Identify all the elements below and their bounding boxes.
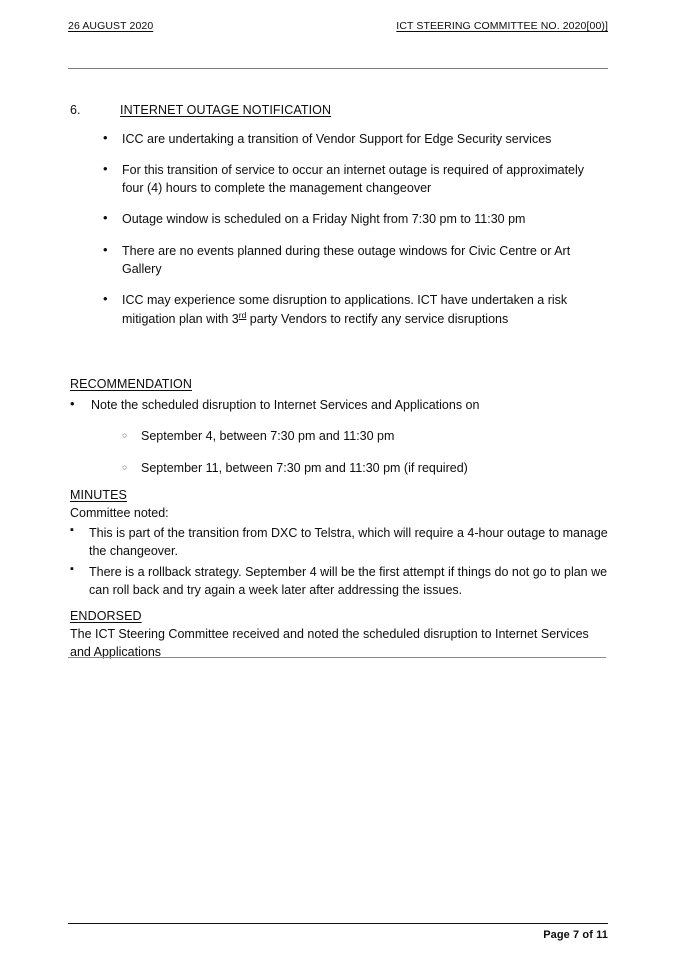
header-committee-ref: ICT STEERING COMMITTEE NO. 2020[00)]	[396, 20, 608, 32]
list-item: ▪ This is part of the transition from DXC to Telstra, which will require a 4-hour outage to manage the changeover.	[70, 524, 610, 560]
list-item-with-superscript	[103, 291, 593, 328]
endorsed-heading: ENDORSED	[70, 609, 142, 623]
recommendation-heading: RECOMMENDATION	[70, 377, 192, 391]
page-number: Page 7 of 11	[543, 929, 608, 941]
list-item: • For this transition of service to occur an internet outage is required of approximately four (4) hours to complete the management changeover	[103, 161, 593, 197]
endorsed-divider	[68, 657, 606, 658]
agenda-item-title: INTERNET OUTAGE NOTIFICATION	[120, 103, 332, 117]
list-item: ▪ There is a rollback strategy. September 4 will be the first attempt if things do not go to plan we can roll back and try again a week later after addressing the issues.	[70, 563, 610, 599]
minutes-heading: MINUTES	[70, 488, 127, 502]
minutes-intro: Committee noted:	[70, 506, 169, 521]
recommendation-sub-list	[70, 427, 610, 477]
agenda-item-number: 6.	[70, 103, 81, 117]
agenda-item-heading	[70, 103, 610, 117]
page-header	[68, 20, 608, 32]
recommendation-section	[70, 375, 610, 478]
ordinal-superscript: rd	[238, 309, 247, 320]
bullet-text-after-superscript: party Vendors to rectify any service disruptions	[246, 312, 509, 327]
main-bullet-list	[103, 130, 593, 328]
endorsed-body: The ICT Steering Committee received and noted the scheduled disruption to Internet Services and Applications	[70, 627, 589, 660]
minutes-section	[70, 486, 610, 599]
list-item: • Outage window is scheduled on a Friday Night from 7:30 pm to 11:30 pm	[103, 210, 593, 228]
list-item: ○ September 11, between 7:30 pm and 11:30 pm (if required)	[122, 459, 610, 477]
list-item: • There are no events planned during these outage windows for Civic Centre or Art Gallery	[103, 242, 593, 278]
header-date: 26 AUGUST 2020	[68, 20, 154, 32]
footer-divider	[68, 923, 608, 924]
bullet-text-before-superscript: ICC may experience some disruption to applications. ICT have undertaken a risk mitigation plan with 3	[122, 292, 568, 327]
recommendation-lead: • Note the scheduled disruption to Internet Services and Applications on	[70, 396, 610, 414]
header-divider	[68, 68, 608, 69]
list-item: ○ September 4, between 7:30 pm and 11:30 pm	[122, 427, 610, 445]
endorsed-section	[70, 607, 610, 661]
list-item: • ICC are undertaking a transition of Vendor Support for Edge Security services	[103, 130, 593, 148]
